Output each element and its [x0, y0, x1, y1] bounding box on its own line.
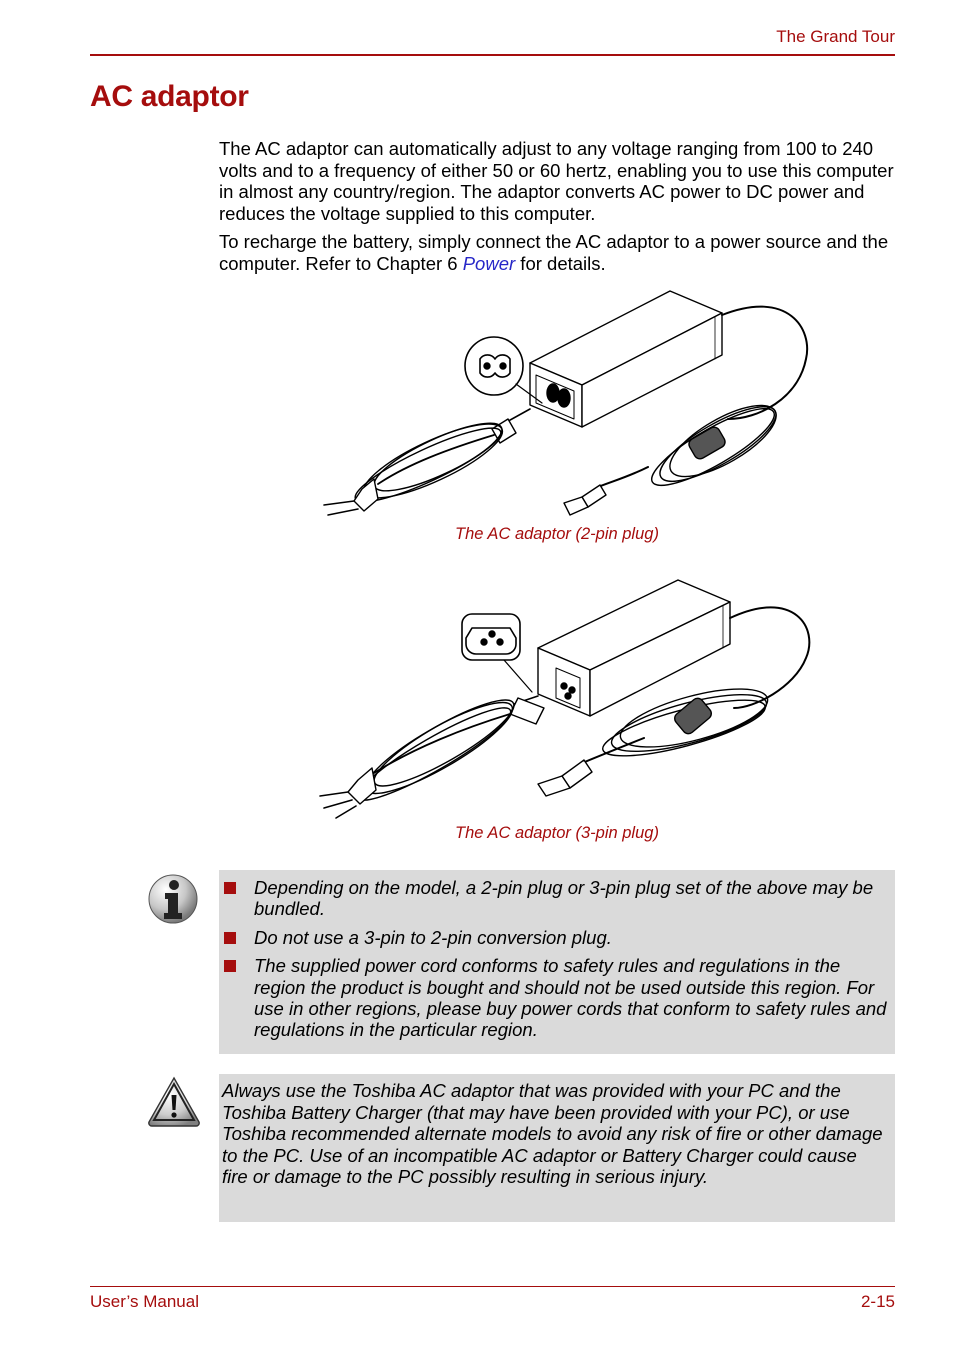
power-chapter-link[interactable]: Power — [462, 252, 516, 274]
figure-caption-3pin: The AC adaptor (3-pin plug) — [455, 824, 659, 842]
info-icon — [147, 873, 199, 925]
running-header: The Grand Tour — [776, 27, 895, 46]
list-item — [222, 877, 887, 920]
list-item — [222, 955, 887, 1041]
ac-adaptor-3pin-illustration — [314, 578, 814, 824]
warning-note-box — [219, 1074, 895, 1222]
info-note-text: Do not use a 3-pin to 2-pin conversion plug. — [254, 926, 612, 948]
info-note-box — [219, 870, 895, 1054]
recharge-paragraph — [219, 231, 899, 274]
recharge-text-start: To recharge the battery, simply connect the AC adaptor to a power source and the computer. Refer to Chapter 6 — [219, 231, 889, 274]
warning-icon — [147, 1075, 201, 1127]
header-rule — [90, 54, 895, 56]
info-note-list — [222, 877, 887, 1041]
figure-caption-2pin: The AC adaptor (2-pin plug) — [455, 525, 659, 543]
recharge-text-end: for details. — [515, 252, 606, 274]
footer-manual-name: User’s Manual — [90, 1292, 199, 1311]
bullet-square-icon — [224, 882, 236, 894]
info-note-text: Depending on the model, a 2-pin plug or 3-pin plug set of the above may be bundled. — [254, 877, 874, 920]
list-item — [222, 927, 887, 948]
ac-adaptor-2pin-illustration — [318, 289, 814, 525]
info-note-text: The supplied power cord conforms to safety rules and regulations in the region the product is bought and should not be used outside this region. For use in other regions, please buy power cords that conform to safety rules and regulations in the particular region. — [254, 955, 887, 1041]
page-number: 2-15 — [860, 1292, 895, 1311]
bullet-square-icon — [224, 932, 236, 944]
warning-text: Always use the Toshiba AC adaptor that was provided with your PC and the Toshiba Battery Charger (that may have been provided with your PC), or use Toshiba recommended alternate models to avoid any risk of fire or other damage to the PC. Use of an incompatible AC adaptor or Battery Charger could cause fire or damage to the PC possibly resulting in serious injury. — [222, 1080, 883, 1187]
page-title: AC adaptor — [90, 80, 249, 113]
footer-rule — [90, 1286, 895, 1287]
bullet-square-icon — [224, 960, 236, 972]
intro-paragraph: The AC adaptor can automatically adjust to any voltage ranging from 100 to 240 volts and to a frequency of either 50 or 60 hertz, enabling you to use this computer in almost any country/region. The adaptor converts AC power to DC power and reduces the voltage supplied to this computer. — [219, 138, 894, 225]
